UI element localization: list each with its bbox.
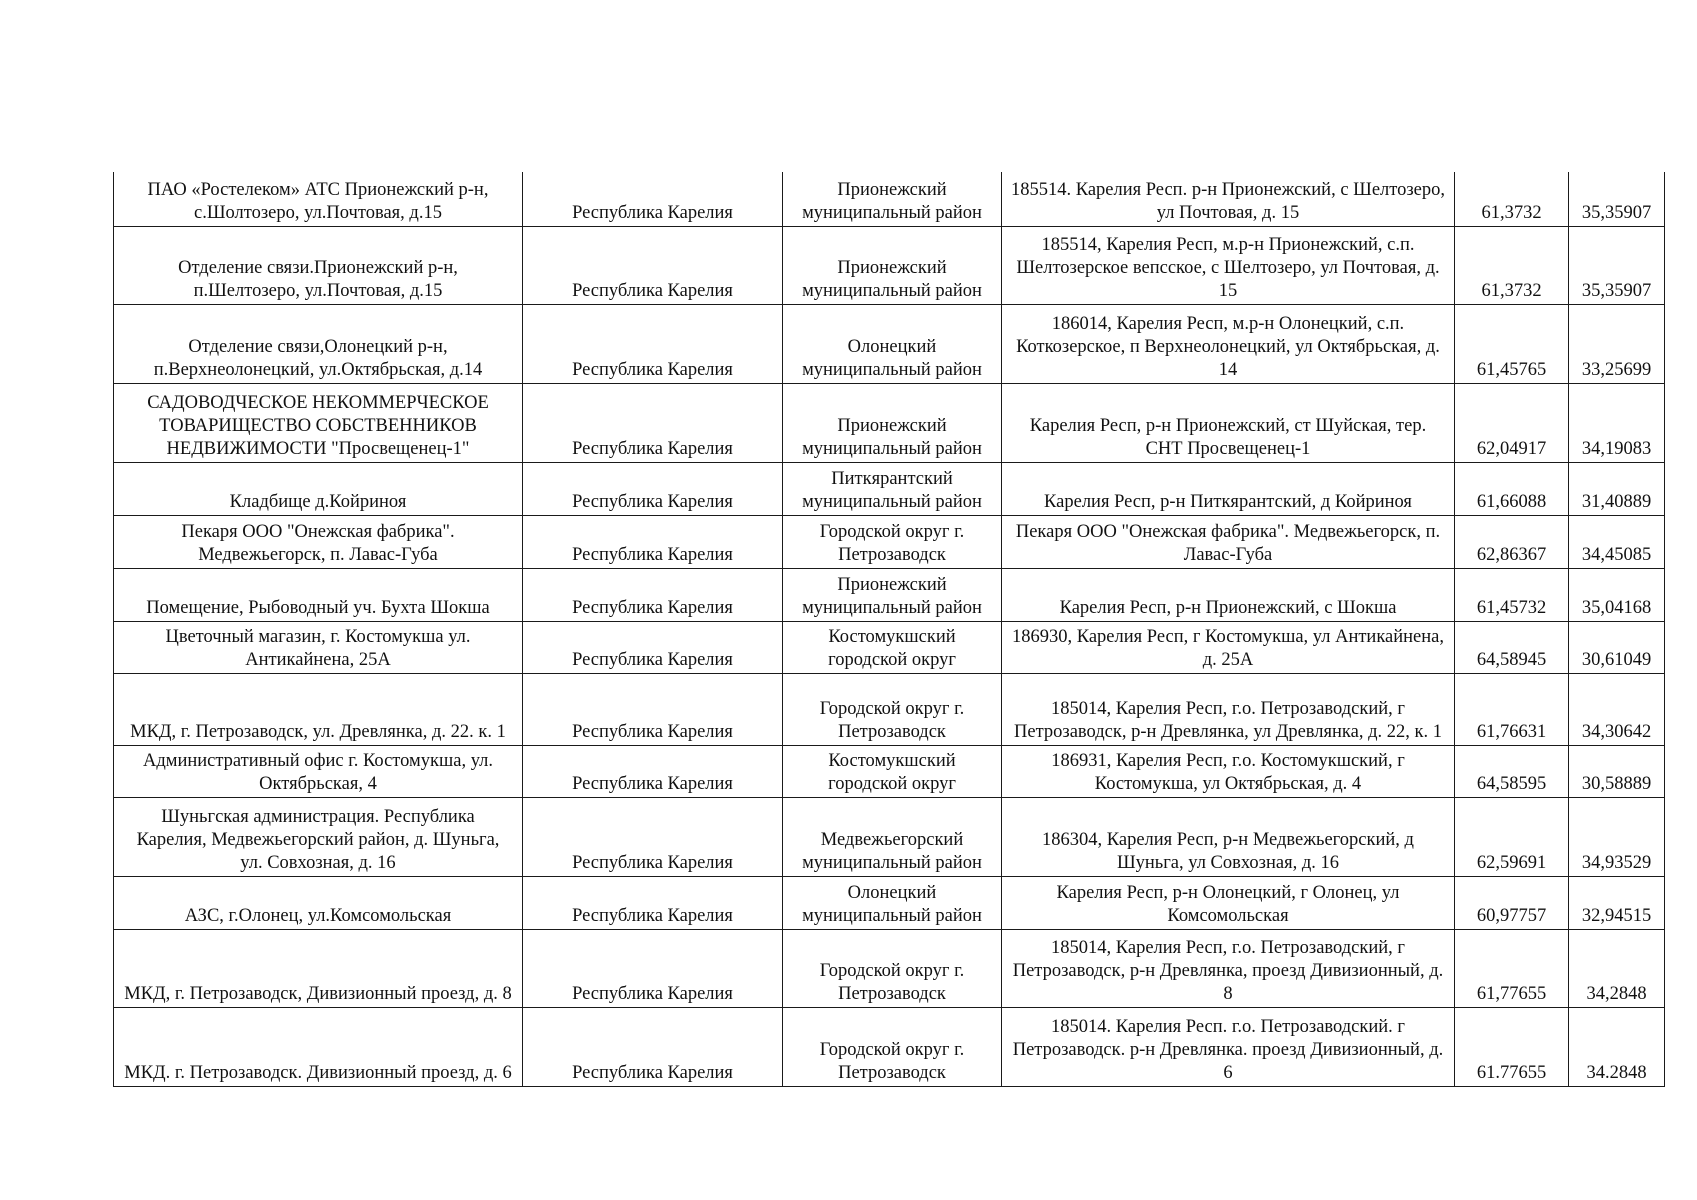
longitude-cell: 34,30642 — [1569, 673, 1665, 745]
latitude-cell: 61,76631 — [1455, 673, 1569, 745]
longitude-cell: 30,61049 — [1569, 621, 1665, 673]
table-row — [114, 745, 1665, 797]
table-row — [114, 1007, 1665, 1086]
table-row — [114, 876, 1665, 929]
address-cell: 186304, Карелия Респ, р-н Медвежьегорский, д Шуньга, ул Совхозная, д. 16 — [1002, 797, 1455, 876]
longitude-cell: 34,93529 — [1569, 797, 1665, 876]
longitude-cell: 35,35907 — [1569, 226, 1665, 304]
data-table — [113, 172, 1665, 1087]
table-row — [114, 797, 1665, 876]
longitude-cell: 35,04168 — [1569, 568, 1665, 621]
district-cell: Питкярантский муниципальный район — [783, 462, 1002, 515]
district-cell: Прионежский муниципальный район — [783, 568, 1002, 621]
district-cell: Городской округ г. Петрозаводск — [783, 515, 1002, 568]
region-cell: Республика Карелия — [523, 929, 783, 1007]
longitude-cell: 30,58889 — [1569, 745, 1665, 797]
latitude-cell: 61,77655 — [1455, 929, 1569, 1007]
district-cell: Костомукшский городской округ — [783, 745, 1002, 797]
region-cell: Республика Карелия — [523, 304, 783, 383]
table-row — [114, 172, 1665, 226]
region-cell: Республика Карелия — [523, 172, 783, 226]
district-cell: Олонецкий муниципальный район — [783, 876, 1002, 929]
address-cell: Пекаря ООО "Онежская фабрика". Медвежьегорск, п. Лавас-Губа — [1002, 515, 1455, 568]
latitude-cell: 61.77655 — [1455, 1007, 1569, 1086]
district-cell: Прионежский муниципальный район — [783, 172, 1002, 226]
region-cell: Республика Карелия — [523, 568, 783, 621]
object-name-cell: ПАО «Ростелеком» АТС Прионежский р-н, с.Шолтозеро, ул.Почтовая, д.15 — [114, 172, 523, 226]
district-cell: Прионежский муниципальный район — [783, 383, 1002, 462]
latitude-cell: 62,86367 — [1455, 515, 1569, 568]
address-cell: 185014. Карелия Респ. г.о. Петрозаводский. г Петрозаводск. р-н Древлянка. проезд Дивизионный, д. 6 — [1002, 1007, 1455, 1086]
object-name-cell: МКД, г. Петрозаводск, Дивизионный проезд, д. 8 — [114, 929, 523, 1007]
object-name-cell: Помещение, Рыбоводный уч. Бухта Шокша — [114, 568, 523, 621]
longitude-cell: 31,40889 — [1569, 462, 1665, 515]
region-cell: Республика Карелия — [523, 797, 783, 876]
object-name-cell: Отделение связи,Олонецкий р-н, п.Верхнеолонецкий, ул.Октябрьская, д.14 — [114, 304, 523, 383]
region-cell: Республика Карелия — [523, 673, 783, 745]
object-name-cell: МКД. г. Петрозаводск. Дивизионный проезд, д. 6 — [114, 1007, 523, 1086]
object-name-cell: Отделение связи.Прионежский р-н, п.Шелтозеро, ул.Почтовая, д.15 — [114, 226, 523, 304]
address-cell: 185514. Карелия Респ. р-н Прионежский, с Шелтозеро, ул Почтовая, д. 15 — [1002, 172, 1455, 226]
latitude-cell: 61,45732 — [1455, 568, 1569, 621]
latitude-cell: 64,58945 — [1455, 621, 1569, 673]
object-name-cell: САДОВОДЧЕСКОЕ НЕКОММЕРЧЕСКОЕ ТОВАРИЩЕСТВО СОБСТВЕННИКОВ НЕДВИЖИМОСТИ "Просвещенец-1" — [114, 383, 523, 462]
object-name-cell: Административный офис г. Костомукша, ул. Октябрьская, 4 — [114, 745, 523, 797]
object-name-cell: АЗС, г.Олонец, ул.Комсомольская — [114, 876, 523, 929]
table-row — [114, 515, 1665, 568]
address-cell: Карелия Респ, р-н Олонецкий, г Олонец, ул Комсомольская — [1002, 876, 1455, 929]
table-row — [114, 383, 1665, 462]
district-cell: Медвежьегорский муниципальный район — [783, 797, 1002, 876]
table-row — [114, 929, 1665, 1007]
table-body — [114, 172, 1665, 1086]
region-cell: Республика Карелия — [523, 745, 783, 797]
address-cell: 186014, Карелия Респ, м.р-н Олонецкий, с.п. Коткозерское, п Верхнеолонецкий, ул Октябрьская, д. 14 — [1002, 304, 1455, 383]
longitude-cell: 34,2848 — [1569, 929, 1665, 1007]
object-name-cell: Цветочный магазин, г. Костомукша ул. Антикайнена, 25А — [114, 621, 523, 673]
region-cell: Республика Карелия — [523, 383, 783, 462]
region-cell: Республика Карелия — [523, 515, 783, 568]
district-cell: Прионежский муниципальный район — [783, 226, 1002, 304]
latitude-cell: 62,59691 — [1455, 797, 1569, 876]
object-name-cell: МКД, г. Петрозаводск, ул. Древлянка, д. 22. к. 1 — [114, 673, 523, 745]
latitude-cell: 62,04917 — [1455, 383, 1569, 462]
address-cell: 185014, Карелия Респ, г.о. Петрозаводский, г Петрозаводск, р-н Древлянка, ул Древлянка, д. 22, к. 1 — [1002, 673, 1455, 745]
latitude-cell: 61,3732 — [1455, 226, 1569, 304]
district-cell: Городской округ г. Петрозаводск — [783, 929, 1002, 1007]
table-row — [114, 621, 1665, 673]
address-cell: 185014, Карелия Респ, г.о. Петрозаводский, г Петрозаводск, р-н Древлянка, проезд Дивизионный, д. 8 — [1002, 929, 1455, 1007]
region-cell: Республика Карелия — [523, 621, 783, 673]
region-cell: Республика Карелия — [523, 462, 783, 515]
table-row — [114, 304, 1665, 383]
district-cell: Костомукшский городской округ — [783, 621, 1002, 673]
latitude-cell: 61,3732 — [1455, 172, 1569, 226]
region-cell: Республика Карелия — [523, 1007, 783, 1086]
address-cell: Карелия Респ, р-н Прионежский, с Шокша — [1002, 568, 1455, 621]
address-cell: Карелия Респ, р-н Питкярантский, д Койриноя — [1002, 462, 1455, 515]
district-cell: Городской округ г. Петрозаводск — [783, 1007, 1002, 1086]
address-cell: 186931, Карелия Респ, г.о. Костомукшский, г Костомукша, ул Октябрьская, д. 4 — [1002, 745, 1455, 797]
address-cell: Карелия Респ, р-н Прионежский, ст Шуйская, тер. СНТ Просвещенец-1 — [1002, 383, 1455, 462]
longitude-cell: 34,19083 — [1569, 383, 1665, 462]
object-name-cell: Шуньгская администрация. Республика Карелия, Медвежьегорский район, д. Шуньга, ул. Совхозная, д. 16 — [114, 797, 523, 876]
latitude-cell: 61,66088 — [1455, 462, 1569, 515]
table-row — [114, 462, 1665, 515]
table-row — [114, 226, 1665, 304]
object-name-cell: Кладбище д.Койриноя — [114, 462, 523, 515]
longitude-cell: 32,94515 — [1569, 876, 1665, 929]
longitude-cell: 35,35907 — [1569, 172, 1665, 226]
district-cell: Городской округ г. Петрозаводск — [783, 673, 1002, 745]
longitude-cell: 34.2848 — [1569, 1007, 1665, 1086]
region-cell: Республика Карелия — [523, 226, 783, 304]
latitude-cell: 60,97757 — [1455, 876, 1569, 929]
table-row — [114, 673, 1665, 745]
longitude-cell: 34,45085 — [1569, 515, 1665, 568]
object-name-cell: Пекаря ООО "Онежская фабрика". Медвежьегорск, п. Лавас-Губа — [114, 515, 523, 568]
latitude-cell: 64,58595 — [1455, 745, 1569, 797]
latitude-cell: 61,45765 — [1455, 304, 1569, 383]
region-cell: Республика Карелия — [523, 876, 783, 929]
address-cell: 185514, Карелия Респ, м.р-н Прионежский, с.п. Шелтозерское вепсское, с Шелтозеро, ул Почтовая, д. 15 — [1002, 226, 1455, 304]
table-row — [114, 568, 1665, 621]
address-cell: 186930, Карелия Респ, г Костомукша, ул Антикайнена, д. 25А — [1002, 621, 1455, 673]
longitude-cell: 33,25699 — [1569, 304, 1665, 383]
district-cell: Олонецкий муниципальный район — [783, 304, 1002, 383]
